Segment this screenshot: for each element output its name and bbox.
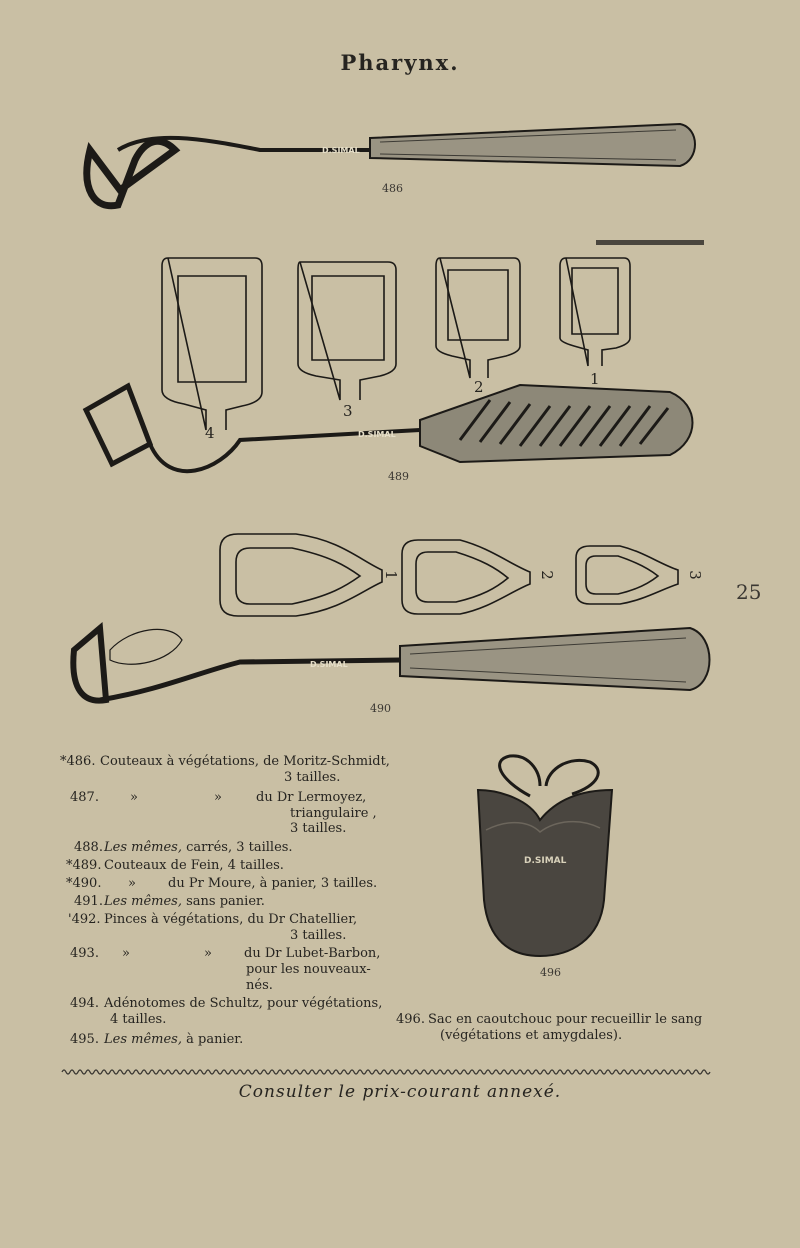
- size-label-490-1: 1: [381, 570, 400, 580]
- size-label-489-1: 1: [590, 370, 600, 388]
- catalog-item-496-cont: (végétations et amygdales).: [440, 1028, 623, 1043]
- catalog-item-487-cont2: 3 tailles.: [290, 821, 347, 836]
- figure-label-486: 486: [382, 182, 403, 195]
- catalog-item-489: *489. Couteaux de Fein, 4 tailles.: [66, 858, 284, 873]
- page-title: Pharynx.: [340, 50, 460, 75]
- size-label-489-3: 3: [343, 402, 353, 420]
- catalog-item-493-cont2: nés.: [246, 978, 273, 993]
- catalog-item-496: 496. Sac en caoutchouc pour recueillir le sang: [396, 1012, 703, 1027]
- catalog-item-494-cont: 4 tailles.: [110, 1012, 167, 1027]
- catalog-item-493: 493. » » du Dr Lubet-Barbon,: [70, 946, 381, 961]
- catalog-item-495: 495. Les mêmes, à panier.: [70, 1032, 244, 1047]
- catalog-item-491: 491.Les mêmes, sans panier.: [74, 894, 265, 909]
- catalog-item-493-cont: pour les nouveaux-: [246, 962, 371, 977]
- catalog-item-486-cont: 3 tailles.: [284, 770, 341, 785]
- page-number: 25: [736, 580, 762, 604]
- footer-note: Consulter le prix-courant annexé.: [238, 1082, 562, 1102]
- brand-496: D.SIMAL: [524, 856, 567, 866]
- size-label-490-2: 2: [537, 570, 556, 580]
- catalog-item-494: 494. Adénotomes de Schultz, pour végétations,: [70, 996, 383, 1011]
- catalog-item-488: 488.Les mêmes, carrés, 3 tailles.: [74, 840, 293, 855]
- figure-label-490: 490: [370, 702, 391, 715]
- catalog-item-487: 487. » » du Dr Lermoyez,: [70, 790, 367, 805]
- figure-label-489: 489: [388, 470, 409, 483]
- brand-489: D.SIMAL: [358, 430, 396, 439]
- catalog-item-492-cont: 3 tailles.: [290, 928, 347, 943]
- size-label-489-2: 2: [474, 378, 484, 396]
- catalog-item-492: '492. Pinces à végétations, du Dr Chatellier,: [68, 912, 358, 927]
- size-label-489-4: 4: [205, 424, 215, 442]
- brand-490: D.SIMAL: [310, 660, 348, 669]
- size-label-490-3: 3: [685, 570, 704, 580]
- brand-486: D.SIMAL: [322, 146, 360, 155]
- figure-label-496: 496: [540, 966, 561, 979]
- catalog-item-490: *490. » du Pr Moure, à panier, 3 tailles.: [66, 876, 378, 891]
- catalog-item-487-cont: triangulaire ,: [290, 806, 377, 821]
- catalog-item-486: *486. Couteaux à végétations, de Moritz-Schmidt,: [60, 754, 390, 769]
